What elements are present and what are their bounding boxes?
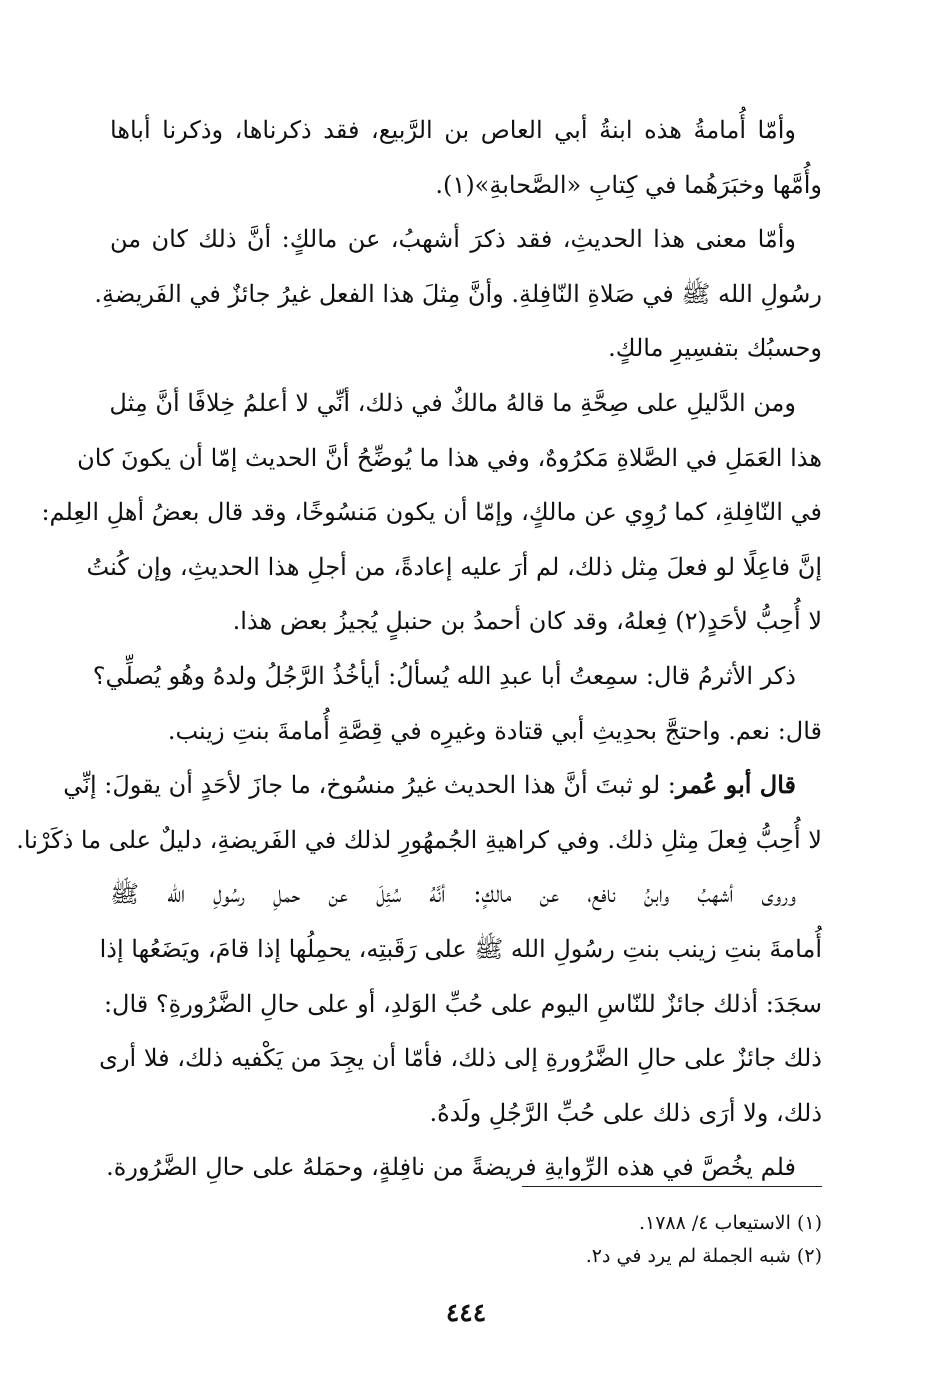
text-run: : لو ثبتَ أنَّ هذا الحديث غيرُ منسُوخ، ما جازَ لأحَدٍ أن يقولَ: إنِّي xyxy=(63,771,676,800)
text-line: لا أُحِبُّ فِعلَ مِثلِ ذلك. وفي كراهيةِ الجُمهُورِ لذلك في الفَريضةِ، دليلٌ على ما ذكَرْنا. xyxy=(16,825,822,854)
text-line: قال: نعم. واحتجَّ بحدِيثِ أبي قتادة وغيرِه في قِصَّةِ أُمامةَ بنتِ زينب. xyxy=(167,716,822,745)
text-line xyxy=(63,758,822,813)
text-line: ومن الدَّليلِ على صِحَّةِ ما قالهُ مالكٌ في ذلك، أنِّي لا أعلمُ خِلافًا أنَّ مِثل xyxy=(109,388,796,417)
text-line: ذكر الأثرمُ قال: سمِعتُ أبا عبدِ الله يُسألُ: أيأخُذُ الرَّجُلُ ولدهُ وهُو يُصلِّي؟ xyxy=(92,661,796,690)
text-line: وأُمَّها وخبَرَهُما في كِتابِ «الصَّحابةِ»(١). xyxy=(435,170,822,199)
text-line: هذا العَمَلِ في الصَّلاةِ مَكرُوهٌ، وفي هذا ما يُوضِّحُ أنَّ الحديث إمّا أن يكونَ كان xyxy=(77,443,822,472)
text-line: رسُولِ الله ﷺ في صَلاةِ النّافِلةِ. وأنَّ مِثلَ هذا الفعل غيرُ جائزٌ في الفَريضةِ. xyxy=(94,279,822,308)
footnote-separator xyxy=(522,1186,822,1187)
text-line: وحسبُك بتفسِيرِ مالكٍ. xyxy=(608,334,822,363)
page-number: ٤٤٤ xyxy=(445,1298,487,1327)
text-line: لا أُحِبُّ لأحَدٍ(٢) فِعلهُ، وقد كان أحمدُ بن حنبلٍ يُجيزُ بعض هذا. xyxy=(232,607,822,636)
text-line: سجَدَ: أذلك جائزٌ للنّاسِ اليوم على حُبِّ الوَلدِ، أو على حالِ الضَّرُورةِ؟ قال: xyxy=(103,989,822,1018)
footnote: (٢) شبه الجملة لم يرد في د٢. xyxy=(585,1245,822,1267)
text-line: ذلك جائزٌ على حالِ الضَّرُورةِ إلى ذلك، فأمّا أن يجِدَ من يَكْفيه ذلك، فلا أرى xyxy=(99,1044,822,1073)
footnotes xyxy=(110,1207,822,1273)
text-line: أُمامةَ بنتِ زينب بنتِ رسُولِ الله ﷺ على رَقَبتِه، يحمِلُها إذا قامَ، ويَضَعُها إذا xyxy=(99,934,822,963)
text-line: في النّافِلةِ، كما رُوِي عن مالكٍ، وإمّا أن يكون مَنسُوخًا، وقد قال بعضُ أهلِ العِلم: xyxy=(41,498,822,527)
main-text xyxy=(16,103,822,1195)
text-line: إنَّ فاعِلًا لو فعلَ مِثل ذلك، لم أرَ عليه إعادةً، من أجلِ هذا الحديثِ، وإن كُنتُ xyxy=(86,552,822,581)
text-line: وروى أشهبُ وابنُ نافع، عن مالكٍ: أنَّهُ سُئِلَ عن حملِ رسُولِ الله ﷺ xyxy=(110,880,796,909)
bold-lead: قال أبو عُمر xyxy=(675,770,796,800)
text-line: ذلك، ولا أرَى ذلك على حُبِّ الرَّجُلِ ولَدهُ. xyxy=(429,1098,822,1127)
text-line: وأمّا معنى هذا الحديثِ، فقد ذكرَ أشهبُ، عن مالكٍ: أنَّ ذلك كان من xyxy=(110,225,796,254)
text-line: وأمّا أُمامةُ هذه ابنةُ أبي العاص بن الرَّبيع، فقد ذكرناها، وذكرنا أباها xyxy=(110,116,796,144)
footnote: (١) الاستيعاب ٤/ ١٧٨٨. xyxy=(638,1212,822,1234)
text-line: فلم يخُصَّ في هذه الرِّوايةِ فريضةً من نافِلةٍ، وحمَلهُ على حالِ الضَّرُورة. xyxy=(106,1153,796,1182)
